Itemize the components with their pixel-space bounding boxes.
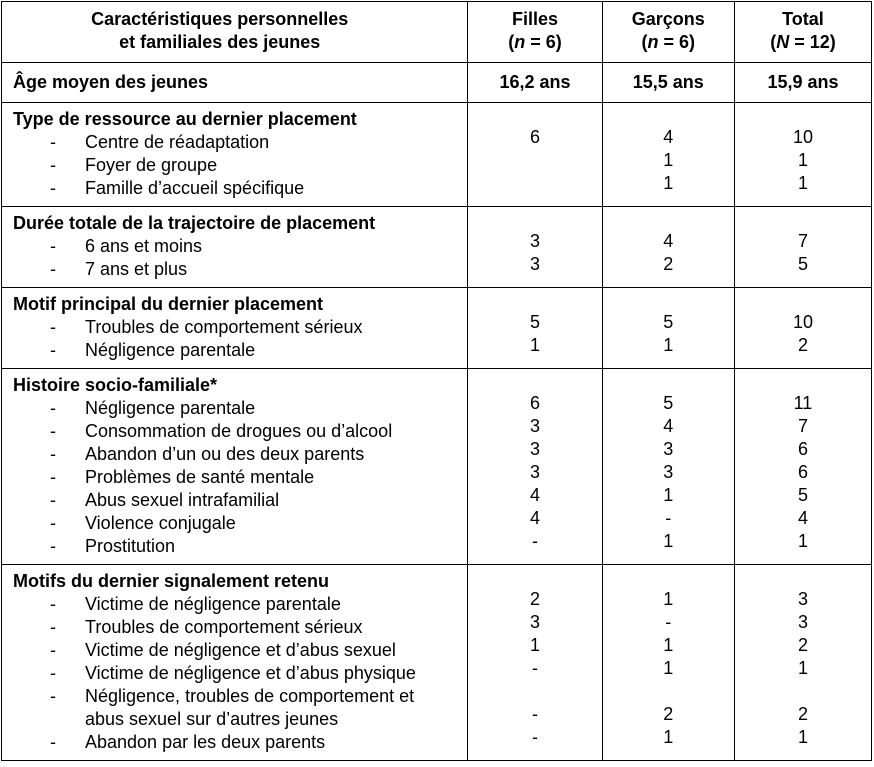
total-values [735, 374, 871, 553]
list-item [2, 593, 467, 616]
section-garcons-cell [602, 565, 734, 761]
list-item [2, 662, 467, 685]
total-value: 4 [797, 508, 808, 528]
filles-value [468, 172, 601, 195]
filles-value: 3 [529, 462, 540, 482]
garcons-values [603, 108, 734, 195]
total-value: 11 [793, 393, 813, 413]
garcons-value: 1 [663, 531, 674, 551]
filles-value: - [531, 704, 538, 724]
list-item [2, 235, 467, 258]
garcons-value: 5 [663, 312, 674, 332]
dash-bullet: - [50, 340, 56, 360]
dash-bullet: - [50, 444, 56, 464]
total-value: 5 [797, 254, 808, 274]
total-value: 2 [797, 704, 808, 724]
header-garcons-label: Garçons [631, 9, 705, 29]
list-item [2, 397, 467, 420]
list-item [2, 443, 467, 466]
section-total-cell [734, 369, 871, 565]
header-total-count: (N = 12) [770, 32, 836, 52]
header-garcons-count: (n = 6) [641, 32, 695, 52]
item-label: Abus sexuel intrafamilial [85, 490, 280, 510]
section-row [2, 565, 872, 761]
item-label: Troubles de comportement sérieux [85, 617, 363, 637]
section-row [2, 103, 872, 207]
garcons-value: 4 [663, 127, 674, 147]
garcons-values [603, 212, 734, 276]
garcons-value: 1 [663, 635, 674, 655]
total-value: 10 [792, 312, 813, 332]
list-item [2, 535, 467, 558]
filles-value: 4 [529, 508, 540, 528]
dash-bullet: - [50, 490, 56, 510]
dash-bullet: - [50, 513, 56, 533]
list-item [2, 131, 467, 154]
filles-value: 3 [529, 254, 540, 274]
filles-value: 3 [529, 231, 540, 251]
list-item [2, 639, 467, 662]
header-filles [468, 2, 602, 63]
section-label-cell [2, 207, 468, 288]
dash-bullet: - [50, 132, 56, 152]
garcons-value: 3 [663, 462, 674, 482]
item-label: Abandon par les deux parents [85, 732, 326, 752]
item-label: 7 ans et plus [85, 259, 188, 279]
section-row [2, 288, 872, 369]
section-title: Type de ressource au dernier placement [13, 109, 357, 129]
section-total-cell [734, 288, 871, 369]
garcons-value: 4 [663, 416, 674, 436]
total-value: 7 [797, 416, 808, 436]
item-label: Négligence, troubles de comportement et abus sexuel sur d’autres jeunes [85, 686, 415, 729]
dash-bullet: - [50, 686, 56, 706]
filles-value: 6 [529, 393, 540, 413]
header-total-label: Total [782, 9, 824, 29]
sections-body [2, 103, 872, 761]
filles-value: - [531, 727, 538, 747]
filles-values [468, 374, 601, 553]
total-values [735, 293, 871, 357]
item-label: Victime de négligence parentale [85, 594, 341, 614]
item-label: Négligence parentale [85, 398, 256, 418]
item-label: Violence conjugale [85, 513, 236, 533]
item-label: 6 ans et moins [85, 236, 203, 256]
section-total-cell [734, 207, 871, 288]
age-row [2, 63, 872, 103]
filles-value: 1 [529, 635, 540, 655]
list-item [2, 466, 467, 489]
filles-value: - [531, 531, 538, 551]
filles-values [468, 293, 601, 357]
garcons-values [603, 293, 734, 357]
list-item [2, 420, 467, 443]
total-values [735, 570, 871, 749]
dash-bullet: - [50, 640, 56, 660]
list-item [2, 512, 467, 535]
section-filles-cell [468, 207, 602, 288]
section-label-cell [2, 369, 468, 565]
dash-bullet: - [50, 178, 56, 198]
list-item [2, 489, 467, 512]
list-item [2, 316, 467, 339]
item-label: Foyer de groupe [85, 155, 218, 175]
total-value: 1 [797, 531, 808, 551]
dash-bullet: - [50, 594, 56, 614]
section-title: Motif principal du dernier placement [13, 294, 324, 314]
section-filles-cell [468, 103, 602, 207]
total-value: 1 [797, 173, 808, 193]
item-label: Centre de réadaptation [85, 132, 270, 152]
total-value: 6 [797, 439, 808, 459]
dash-bullet: - [50, 467, 56, 487]
dash-bullet: - [50, 617, 56, 637]
section-label-cell [2, 288, 468, 369]
total-value: 7 [797, 231, 808, 251]
garcons-value: 1 [663, 150, 674, 170]
dash-bullet: - [50, 398, 56, 418]
garcons-values [603, 374, 734, 553]
section-garcons-cell [602, 207, 734, 288]
garcons-value: - [665, 508, 672, 528]
age-label: Âge moyen des jeunes [2, 63, 468, 103]
garcons-value: 1 [663, 589, 674, 609]
garcons-value: - [665, 612, 672, 632]
total-value: 6 [797, 462, 808, 482]
list-item [2, 177, 467, 200]
filles-value: 3 [529, 612, 540, 632]
filles-value: 1 [529, 335, 540, 355]
list-item [2, 154, 467, 177]
total-value: 3 [797, 612, 808, 632]
filles-value: 3 [529, 416, 540, 436]
section-filles-cell [468, 369, 602, 565]
section-garcons-cell [602, 369, 734, 565]
section-title: Motifs du dernier signalement retenu [13, 571, 330, 591]
item-label: Victime de négligence et d’abus physique [85, 663, 416, 683]
filles-value: 5 [529, 312, 540, 332]
list-item [2, 731, 467, 754]
dash-bullet: - [50, 236, 56, 256]
garcons-value: 1 [663, 485, 674, 505]
header-characteristics-line2: et familiales des jeunes [119, 32, 321, 52]
section-filles-cell [468, 288, 602, 369]
total-value: 1 [797, 150, 808, 170]
item-label: Consommation de drogues ou d’alcool [85, 421, 393, 441]
header-characteristics-line1: Caractéristiques personnelles [91, 9, 349, 29]
filles-values [468, 212, 601, 276]
section-row [2, 369, 872, 565]
garcons-value: 2 [663, 704, 674, 724]
total-value: 3 [797, 589, 808, 609]
header-characteristics [2, 2, 468, 63]
item-label: Abandon d’un ou des deux parents [85, 444, 365, 464]
garcons-value: 4 [663, 231, 674, 251]
garcons-value: 2 [663, 254, 674, 274]
filles-value: 6 [529, 127, 540, 147]
total-values [735, 108, 871, 195]
item-label: Famille d’accueil spécifique [85, 178, 305, 198]
garcons-value: 3 [663, 439, 674, 459]
filles-values [468, 570, 601, 749]
filles-value [468, 149, 601, 172]
header-filles-count: (n = 6) [508, 32, 562, 52]
total-value: 5 [797, 485, 808, 505]
section-row [2, 207, 872, 288]
dash-bullet: - [50, 732, 56, 752]
section-label-cell [2, 103, 468, 207]
filles-values [468, 108, 601, 195]
total-value: 10 [792, 127, 813, 147]
list-item [2, 616, 467, 639]
garcons-value: 5 [663, 393, 674, 413]
dash-bullet: - [50, 317, 56, 337]
dash-bullet: - [50, 663, 56, 683]
dash-bullet: - [50, 155, 56, 175]
filles-value: 4 [529, 485, 540, 505]
section-title: Histoire socio-familiale* [13, 375, 218, 395]
header-row [2, 2, 872, 63]
age-filles: 16,2 ans [468, 63, 602, 103]
filles-value: 3 [529, 439, 540, 459]
header-garcons [602, 2, 734, 63]
section-label-cell [2, 565, 468, 761]
section-total-cell [734, 565, 871, 761]
garcons-value: 1 [663, 658, 674, 678]
item-label: Prostitution [85, 536, 176, 556]
characteristics-table [1, 1, 872, 761]
section-garcons-cell [602, 288, 734, 369]
section-garcons-cell [602, 103, 734, 207]
garcons-value: 1 [663, 335, 674, 355]
total-values [735, 212, 871, 276]
list-item [2, 685, 467, 731]
list-item [2, 339, 467, 362]
dash-bullet: - [50, 259, 56, 279]
section-filles-cell [468, 565, 602, 761]
dash-bullet: - [50, 421, 56, 441]
list-item [2, 258, 467, 281]
dash-bullet: - [50, 536, 56, 556]
age-total: 15,9 ans [734, 63, 871, 103]
garcons-value: 1 [663, 173, 674, 193]
total-value: 2 [797, 335, 808, 355]
section-title: Durée totale de la trajectoire de placement [13, 213, 376, 233]
age-garcons: 15,5 ans [602, 63, 734, 103]
garcons-value: 1 [663, 727, 674, 747]
item-label: Problèmes de santé mentale [85, 467, 315, 487]
total-value: 1 [797, 658, 808, 678]
filles-value: - [531, 658, 538, 678]
item-label: Négligence parentale [85, 340, 256, 360]
filles-value: 2 [529, 589, 540, 609]
garcons-values [603, 570, 734, 749]
item-label: Victime de négligence et d’abus sexuel [85, 640, 396, 660]
total-value: 1 [797, 727, 808, 747]
item-label: Troubles de comportement sérieux [85, 317, 363, 337]
header-filles-label: Filles [511, 9, 558, 29]
header-total [734, 2, 871, 63]
section-total-cell [734, 103, 871, 207]
total-value: 2 [797, 635, 808, 655]
